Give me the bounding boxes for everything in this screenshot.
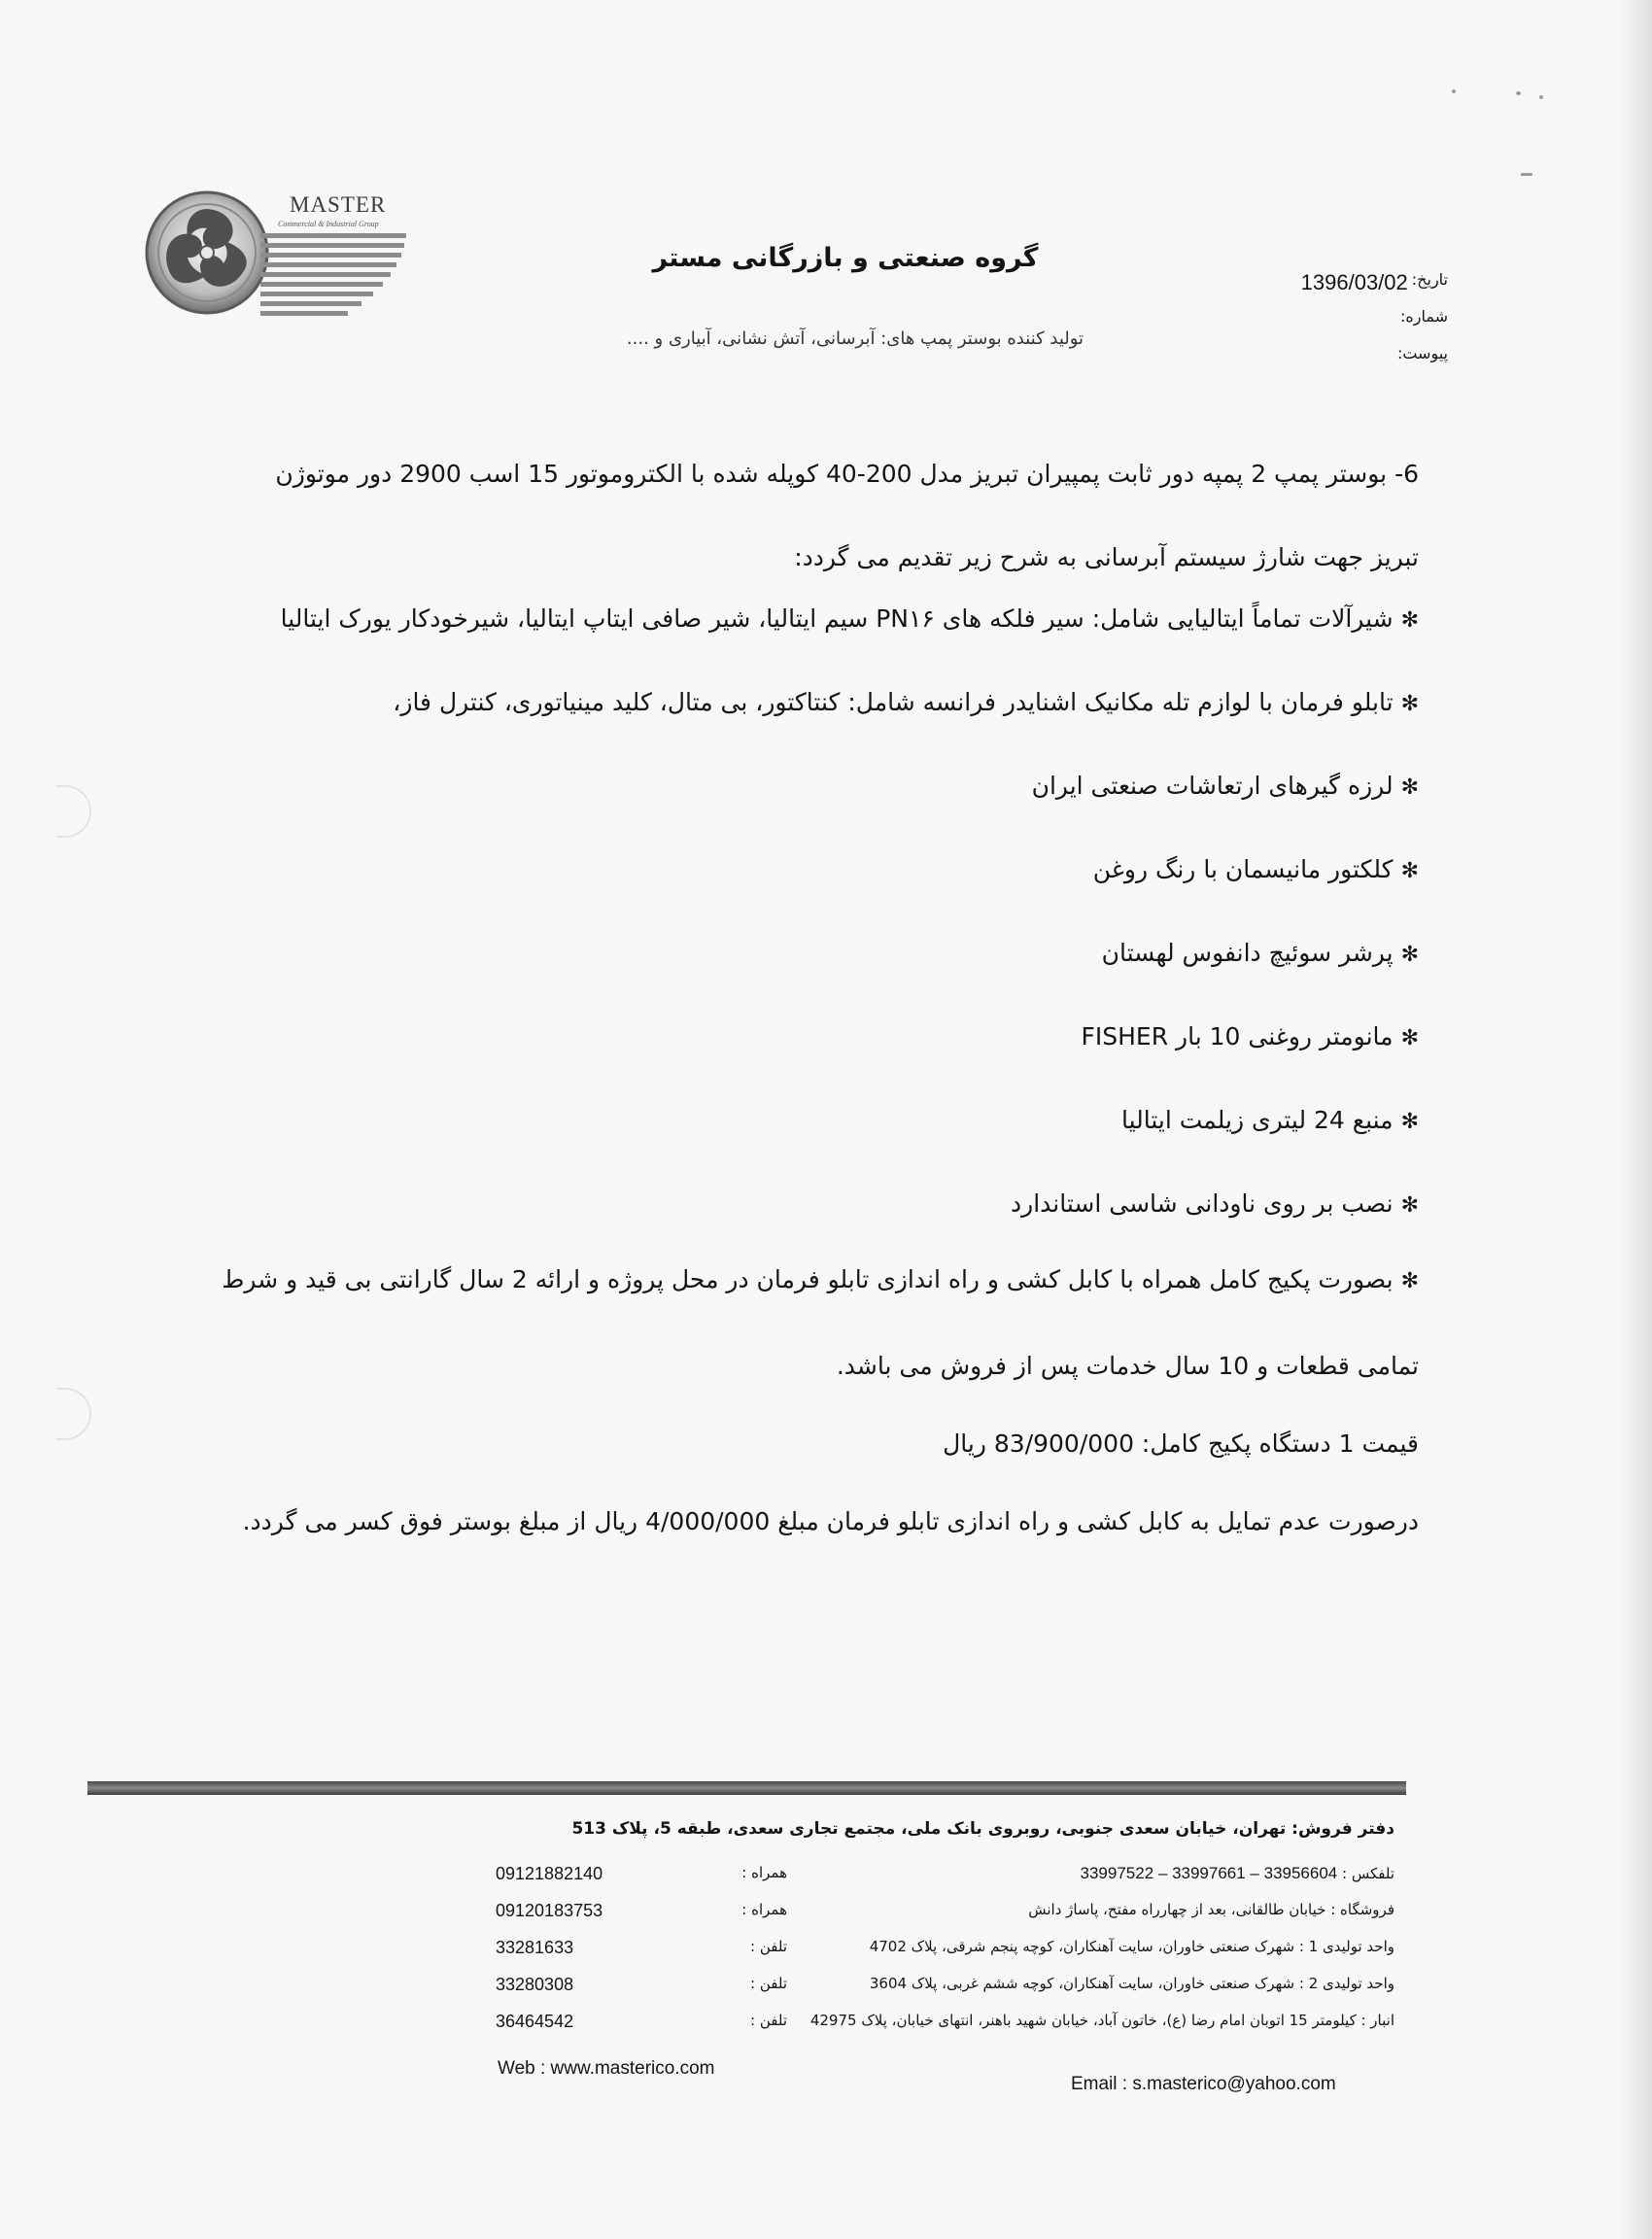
punch-hole-mark [56, 785, 91, 838]
sales-office-address: دفتر فروش: تهران، خیابان سعدی جنوبی، روبروی بانک ملی، مجتمع تجاری سعدی، طبقه 5، پلاک 513 [571, 1819, 1394, 1839]
list-item [175, 604, 1419, 688]
unit2-address: واحد تولیدی 2 : شهرک صنعتی خاوران، سایت آهنکاران، کوچه ششم غربی، پلاک 3604 [869, 1975, 1394, 1992]
spec-bullet-list [175, 604, 1419, 1273]
email-address: Email : s.masterico@yahoo.com [1071, 2074, 1336, 2094]
asterisk-bullet-icon: ✻ [1400, 943, 1419, 967]
scan-speck [1516, 91, 1521, 95]
unit1-address: واحد تولیدی 1 : شهرک صنعتی خاوران، سایت آهنکاران، کوچه پنجم شرقی، پلاک 4702 [869, 1938, 1394, 1955]
asterisk-bullet-icon: ✻ [1400, 859, 1419, 883]
attachment-label: پیوست: [1396, 344, 1448, 362]
bullet-text: شیرآلات تماماً ایتالیایی شامل: سیر فلکه های PN۱۶ سیم ایتالیا، شیر صافی ایتاپ ایتالیا، شیرخودکار یورک ایتالیا [280, 604, 1394, 633]
asterisk-bullet-icon: ✻ [1400, 692, 1419, 716]
punch-hole-mark [56, 1388, 91, 1440]
intro-line-2: تبریز جهت شارژ سیستم آبرسانی به شرح زیر تقدیم می گردد: [794, 543, 1419, 571]
list-item [175, 939, 1419, 1022]
scan-speck [1521, 173, 1532, 176]
list-item [175, 772, 1419, 855]
asterisk-bullet-icon: ✻ [1400, 608, 1419, 633]
price-line: قیمت 1 دستگاه پکیج کامل: 83/900/000 ریال [943, 1430, 1419, 1458]
logo-wordmark: MASTER [290, 192, 387, 217]
contact-label: همراه : [741, 1901, 787, 1918]
logo-stripes [260, 233, 406, 327]
asterisk-bullet-icon: ✻ [1400, 1026, 1419, 1051]
master-logo-icon [144, 189, 270, 316]
telefax-value: 33956604 – 33997661 – 33997522 [1080, 1864, 1338, 1882]
contact-label: تلفن : [750, 2012, 787, 2029]
contact-row [496, 2012, 787, 2049]
contact-label: تلفن : [750, 1975, 787, 1992]
package-line-2: تمامی قطعات و 10 سال خدمات پس از فروش می باشد. [836, 1352, 1419, 1380]
contact-label: همراه : [741, 1864, 787, 1881]
bullet-text: منبع 24 لیتری زیلمت ایتالیا [1120, 1106, 1394, 1134]
bullet-text: لرزه گیرهای ارتعاشات صنعتی ایران [1031, 772, 1394, 800]
intro-line-1: 6- بوستر پمپ 2 پمپه دور ثابت پمپیران تبریز مدل 200-40 کوپله شده با الکتروموتور 15 اسب 2900 دور موتوژن [275, 460, 1419, 488]
warehouse-address: انبار : کیلومتر 15 اتوبان امام رضا (ع)، خاتون آباد، خیابان شهید باهنر، انتهای خیابان، پلاک 42975 [809, 2012, 1394, 2029]
contact-number: 36464542 [496, 2012, 574, 2031]
footer-divider [87, 1781, 1406, 1795]
contact-number: 09120183753 [496, 1901, 603, 1920]
scan-speck [1452, 89, 1456, 93]
list-item [175, 688, 1419, 772]
date-label: تاریخ: [1411, 270, 1448, 289]
list-item [175, 1106, 1419, 1189]
contact-row [496, 1938, 787, 1975]
company-title: گروه صنعتی و بازرگانی مستر [652, 243, 1039, 273]
asterisk-bullet-icon: ✻ [1400, 1269, 1419, 1293]
bullet-text: مانومتر روغنی 10 بار FISHER [1081, 1022, 1394, 1051]
attachment-line [1263, 344, 1448, 381]
date-line [1263, 270, 1448, 307]
asterisk-bullet-icon: ✻ [1400, 1193, 1419, 1218]
contact-number: 33280308 [496, 1975, 574, 1994]
package-line-1 [175, 1252, 1419, 1310]
contact-number: 33281633 [496, 1938, 574, 1957]
bullet-text: کلکتور مانیسمان با رنگ روغن [1092, 855, 1394, 883]
shop-address: فروشگاه : خیابان طالقانی، بعد از چهارراه مفتح، پاساژ دانش [1028, 1901, 1394, 1918]
list-item [175, 855, 1419, 939]
bullet-text: تابلو فرمان با لوازم تله مکانیک اشنایدر فرانسه شامل: کنتاکتور، بی متال، کلید مینیاتوری، کنترل فاز، [393, 688, 1394, 716]
letter-meta [1263, 270, 1448, 381]
scan-speck [1539, 95, 1543, 99]
bullet-text: پرشر سوئیچ دانفوس لهستان [1101, 939, 1394, 967]
footer-contacts [496, 1864, 787, 2049]
asterisk-bullet-icon: ✻ [1400, 1110, 1419, 1134]
bullet-text: نصب بر روی ناودانی شاسی استاندارد [1011, 1189, 1394, 1218]
telefax-label: تلفکس : [1342, 1865, 1394, 1882]
contact-number: 09121882140 [496, 1864, 603, 1883]
website-link: Web : www.masterico.com [498, 2058, 715, 2079]
logo-subtitle: Commercial & Industrial Group [278, 220, 379, 228]
package-text: بصورت پکیج کامل همراه با کابل کشی و راه اندازی تابلو فرمان در محل پروژه و ارائه 2 سال گارانتی بی قید و شرط [222, 1265, 1394, 1293]
date-value: 1396/03/02 [1300, 270, 1408, 294]
contact-row [496, 1901, 787, 1938]
number-label: شماره: [1399, 307, 1448, 326]
scan-edge-shadow [1617, 0, 1652, 2239]
contact-row [496, 1864, 787, 1901]
telefax-line [695, 1864, 1394, 1901]
discount-line: درصورت عدم تمایل به کابل کشی و راه اندازی تابلو فرمان مبلغ 4/000/000 ریال از مبلغ بوستر فوق کسر می گردد. [242, 1507, 1419, 1535]
number-line [1263, 307, 1448, 344]
list-item [175, 1022, 1419, 1106]
company-tagline: تولید کننده بوستر پمپ های: آبرسانی، آتش نشانی، آبیاری و .... [626, 328, 1084, 349]
footer-addresses [695, 1864, 1394, 2049]
contact-label: تلفن : [750, 1938, 787, 1955]
contact-row [496, 1975, 787, 2012]
asterisk-bullet-icon: ✻ [1400, 775, 1419, 800]
